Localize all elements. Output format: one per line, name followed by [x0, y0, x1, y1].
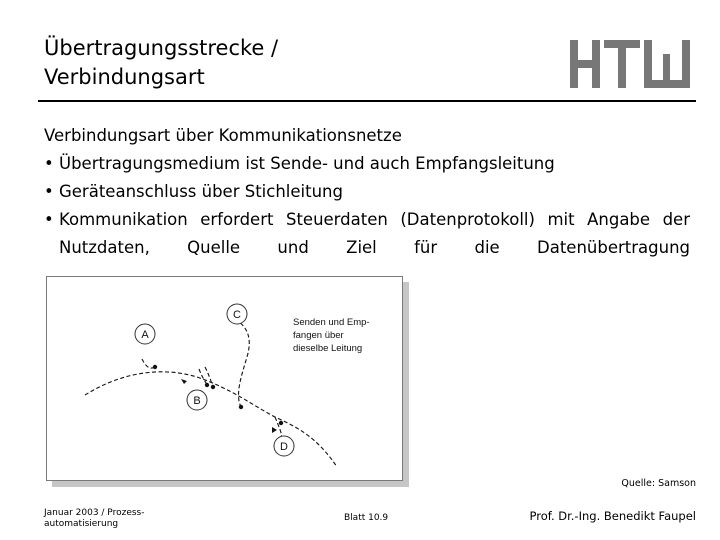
header-rule: [38, 100, 696, 102]
figure-source: Quelle: Samson: [621, 478, 696, 489]
diagram-note-line-2: fangen über: [293, 330, 344, 341]
network-diagram: [46, 276, 403, 481]
footer-author: Prof. Dr.-Ing. Benedikt Faupel: [529, 509, 696, 523]
title-line-2: Verbindungsart: [44, 65, 205, 89]
stub-line-b: [199, 369, 207, 385]
stub-line-d: [275, 417, 282, 439]
slide-title: [44, 34, 278, 92]
footer-date: [44, 508, 164, 530]
footer-page: Blatt 10.9: [344, 513, 389, 523]
bullet-item: • Geräteanschluss über Stichleitung: [44, 178, 690, 206]
node-a-label: A: [141, 329, 149, 341]
bullet-item: • Kommunikation erfordert Steuerdaten (Datenprotokoll) mit Angabe der Nutzdaten, Quelle und Ziel für die Datenübertragung: [44, 206, 690, 262]
node-b-label: B: [193, 395, 201, 407]
title-line-1: Übertragungsstrecke /: [44, 36, 279, 60]
body-heading: Verbindungsart über Kommunikationsnetze: [44, 126, 402, 145]
network-diagram-svg: [47, 277, 402, 480]
node-d-label: D: [280, 441, 288, 453]
slide-body: [44, 122, 690, 262]
htw-logo: [570, 40, 692, 88]
node-c-label: C: [233, 309, 241, 321]
diagram-note-line-1: Senden und Emp-: [293, 317, 370, 328]
bullet-list: [44, 150, 690, 262]
footer-date-line-1: Januar 2003 / Prozess-: [44, 508, 145, 518]
diagram-note-line-3: dieselbe Leitung: [293, 343, 363, 354]
footer-date-line-2: automatisierung: [44, 519, 119, 529]
stub-line-c: [229, 317, 249, 407]
bullet-item: • Übertragungsmedium ist Sende- und auch Empfangsleitung: [44, 150, 690, 178]
